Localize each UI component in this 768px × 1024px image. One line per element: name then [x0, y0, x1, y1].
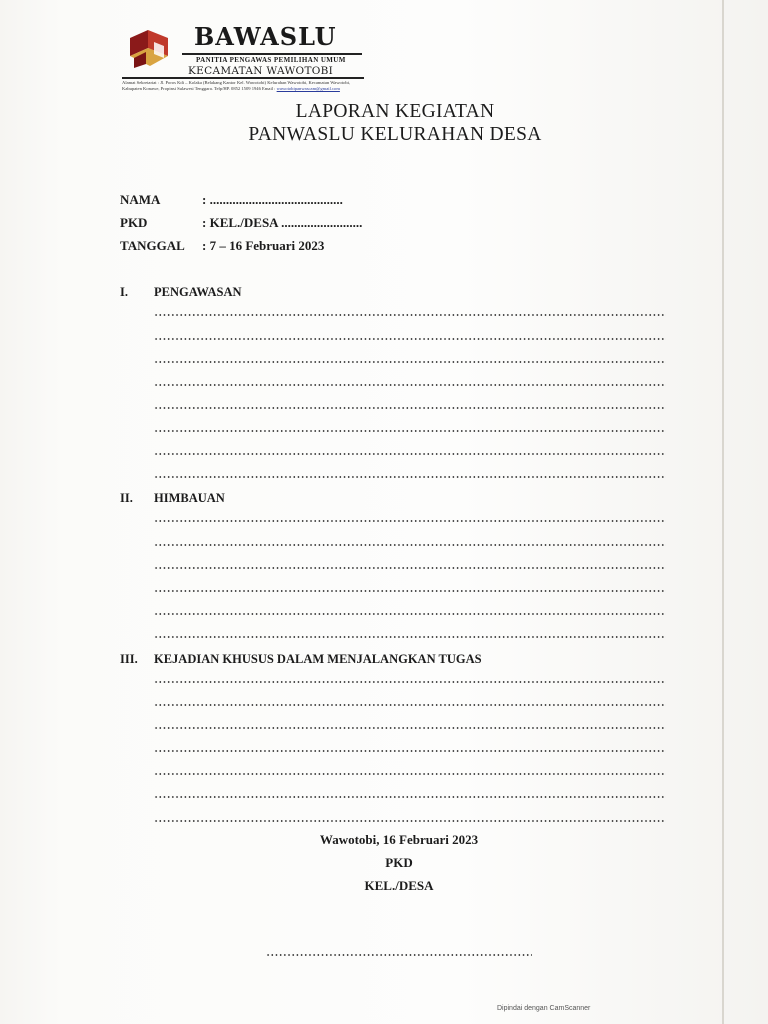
letterhead: [122, 22, 372, 94]
blank-line: [154, 727, 666, 729]
blank-line: [154, 361, 666, 363]
org-subtitle: PANITIA PENGAWAS PEMILIHAN UMUM: [196, 56, 346, 64]
field-value: : KEL./DESA .........................: [202, 215, 363, 230]
signature-line: [266, 954, 532, 956]
blank-line: [154, 407, 666, 409]
org-name: BAWASLU: [194, 22, 337, 51]
blank-line: [154, 453, 666, 455]
field-label: NAMA: [120, 192, 161, 207]
org-district: KECAMATAN WAWOTOBI: [188, 65, 334, 77]
blank-line: [154, 314, 666, 316]
closing-unit: KEL./DESA: [364, 878, 434, 893]
email-link[interactable]: wawotobipanwascam@gmail.com: [276, 85, 340, 91]
section-name: HIMBAUAN: [154, 491, 225, 505]
scanner-watermark: Dipindai dengan CamScanner: [497, 1005, 591, 1012]
blank-line: [154, 820, 666, 822]
section-name: PENGAWASAN: [154, 285, 242, 299]
field-value: : 7 – 16 Februari 2023: [202, 238, 325, 253]
address-text: Alamat Sekretariat : Jl. Poros Kdi – Kolaka (Belakang Kantor Kel. Wawotobi) Kelurahan Wawotobi, Kecamatan Wawotobi, Kabupaten Konawe, Propinsi Sulawesi Tenggara. Telp/HP. 0852 1509 1946 Email :: [122, 80, 351, 91]
field-label: TANGGAL: [120, 238, 185, 253]
blank-line: [154, 544, 666, 546]
blank-line: [154, 338, 666, 340]
closing-role: PKD: [385, 855, 413, 870]
blank-line: [154, 567, 666, 569]
doc-title-line-2: PANWASLU KELURAHAN DESA: [248, 124, 542, 145]
letterhead-rule-top: [182, 53, 362, 55]
blank-line: [154, 590, 666, 592]
blank-line: [154, 704, 666, 706]
bawaslu-logo-icon: [128, 28, 174, 70]
blank-line: [154, 750, 666, 752]
blank-line: [154, 384, 666, 386]
org-address: [122, 80, 367, 91]
blank-line: [154, 430, 666, 432]
section-name: KEJADIAN KHUSUS DALAM MENJALANGKAN TUGAS: [154, 652, 482, 666]
field-value: : .........................................: [202, 192, 343, 207]
blank-line: [154, 520, 666, 522]
blank-line: [154, 476, 666, 478]
blank-line: [154, 773, 666, 775]
section-number: III.: [120, 652, 138, 666]
blank-line: [154, 796, 666, 798]
blank-line: [154, 613, 666, 615]
closing-place-date: Wawotobi, 16 Februari 2023: [319, 832, 479, 847]
blank-line: [154, 681, 666, 683]
section-number: II.: [120, 491, 133, 505]
doc-title-line-1: LAPORAN KEGIATAN: [295, 101, 495, 122]
letterhead-rule-bottom: [122, 77, 364, 79]
section-number: I.: [120, 285, 128, 299]
field-label: PKD: [120, 215, 148, 230]
blank-line: [154, 636, 666, 638]
